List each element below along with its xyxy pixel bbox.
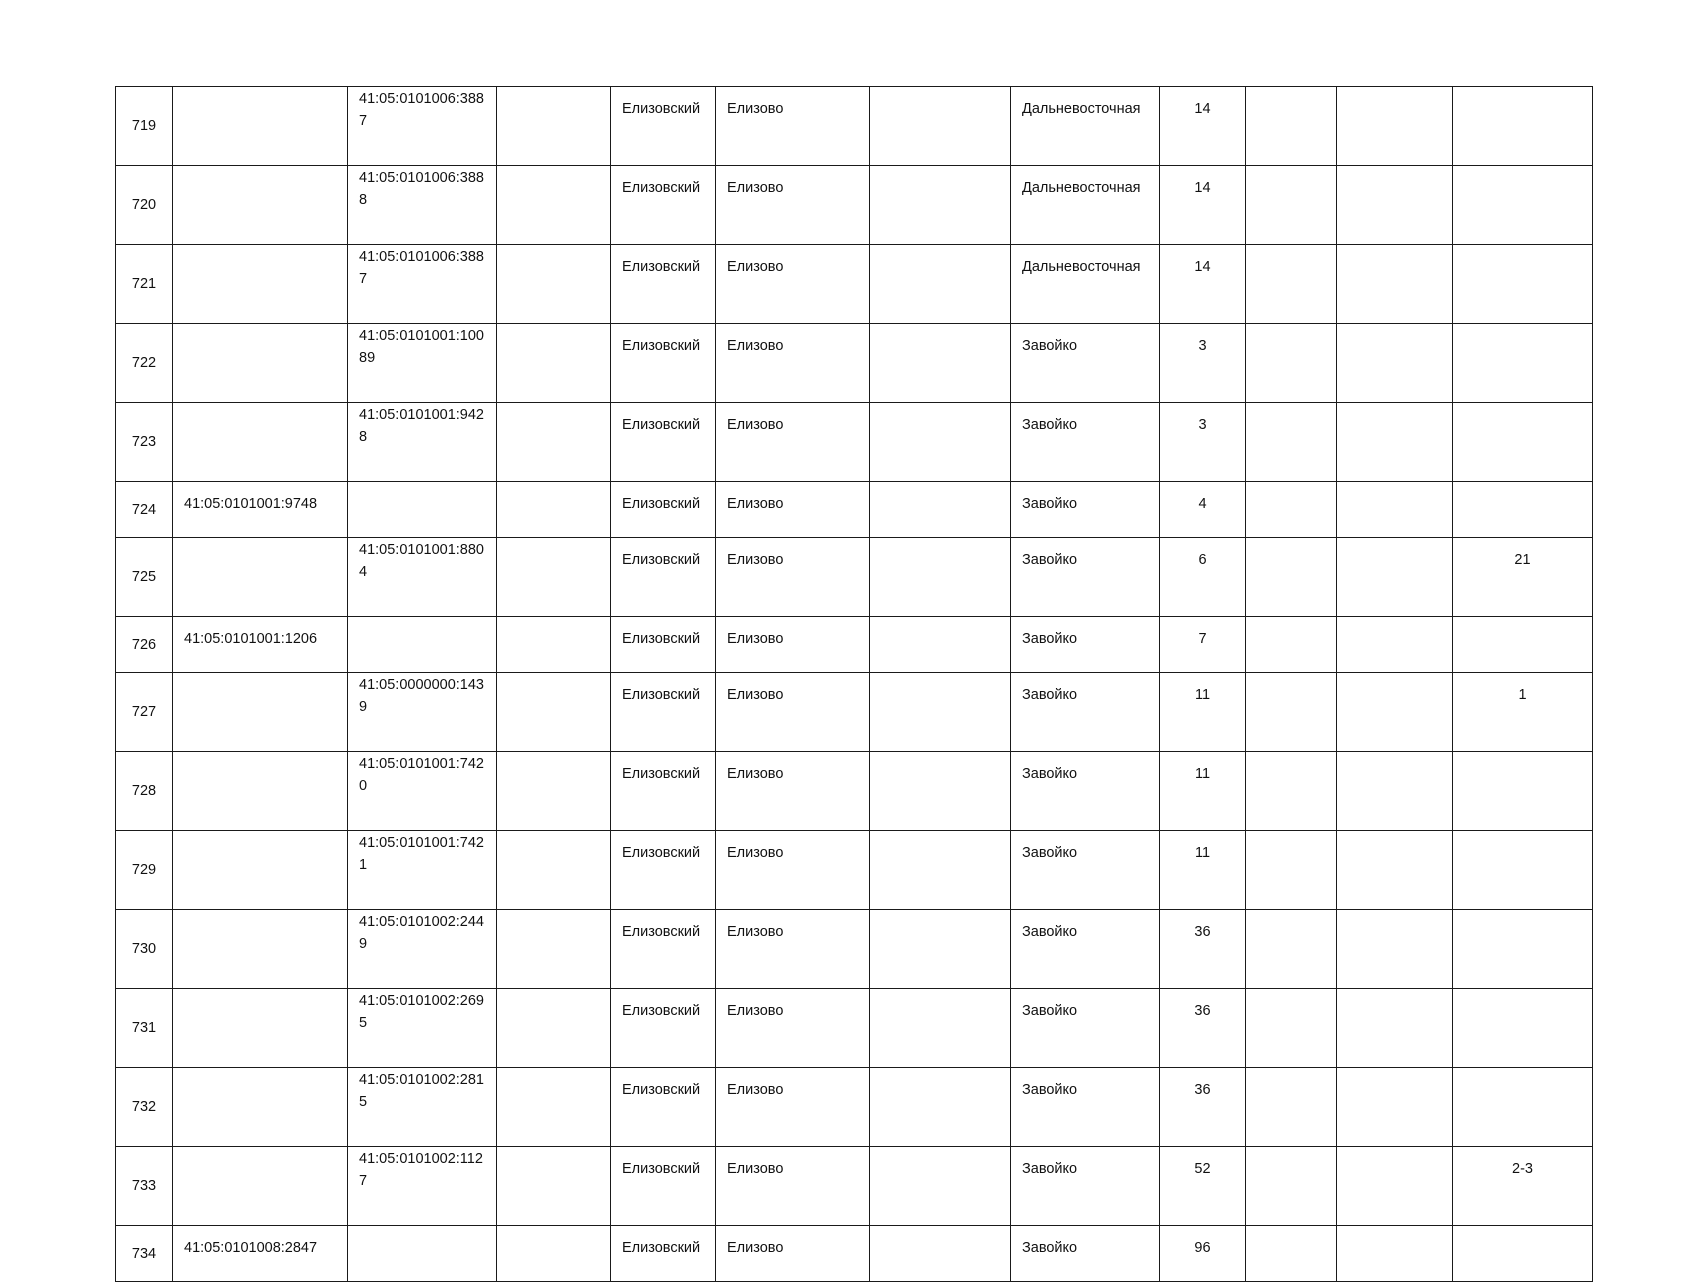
cadastral-number-building (173, 403, 348, 482)
table-row (116, 673, 1593, 752)
street-cell: Завойко (1011, 324, 1160, 403)
row-number-text: 728 (131, 783, 157, 799)
empty-cell (870, 1068, 1011, 1147)
row-number (116, 245, 173, 324)
table-row (116, 831, 1593, 910)
cadastral-number-building (173, 538, 348, 617)
cadastral-number-building (173, 324, 348, 403)
apartment-cell (1453, 989, 1593, 1068)
city-cell: Елизово (716, 1226, 870, 1282)
empty-cell (497, 752, 611, 831)
district-cell: Елизовский (611, 1226, 716, 1282)
table-row (116, 245, 1593, 324)
district-cell: Елизовский (611, 617, 716, 673)
cadastral-number-premises: 41:05:0101001:8804 (348, 538, 497, 617)
street-cell: Дальневосточная (1011, 87, 1160, 166)
city-cell: Елизово (716, 245, 870, 324)
empty-cell (870, 673, 1011, 752)
row-number-text: 729 (131, 862, 157, 878)
cadastral-number-premises: 41:05:0101002:1127 (348, 1147, 497, 1226)
empty-cell (1246, 831, 1337, 910)
house-cell: 52 (1160, 1147, 1246, 1226)
empty-cell (1337, 87, 1453, 166)
table-row (116, 166, 1593, 245)
apartment-cell (1453, 831, 1593, 910)
empty-cell (870, 403, 1011, 482)
table-row (116, 989, 1593, 1068)
cadastral-number-premises: 41:05:0101001:7421 (348, 831, 497, 910)
apartment-cell (1453, 166, 1593, 245)
house-cell: 7 (1160, 617, 1246, 673)
empty-cell (1246, 989, 1337, 1068)
house-cell: 36 (1160, 1068, 1246, 1147)
row-number (116, 617, 173, 673)
row-number-text: 725 (131, 569, 157, 585)
empty-cell (1246, 910, 1337, 989)
empty-cell (870, 324, 1011, 403)
apartment-cell (1453, 245, 1593, 324)
empty-cell (870, 1226, 1011, 1282)
empty-cell (1246, 617, 1337, 673)
street-cell: Завойко (1011, 910, 1160, 989)
empty-cell (497, 1226, 611, 1282)
cadastral-number-building (173, 1147, 348, 1226)
cadastral-number-premises: 41:05:0101002:2815 (348, 1068, 497, 1147)
row-number (116, 1226, 173, 1282)
table-row (116, 87, 1593, 166)
table-row (116, 1068, 1593, 1147)
row-number (116, 989, 173, 1068)
empty-cell (1337, 617, 1453, 673)
empty-cell (870, 245, 1011, 324)
cadastral-number-building: 41:05:0101001:1206 (173, 617, 348, 673)
city-cell: Елизово (716, 752, 870, 831)
row-number-text: 724 (131, 501, 157, 518)
apartment-cell (1453, 752, 1593, 831)
house-cell: 36 (1160, 989, 1246, 1068)
street-cell: Завойко (1011, 538, 1160, 617)
row-number-text: 733 (131, 1178, 157, 1194)
house-cell: 3 (1160, 324, 1246, 403)
city-cell: Елизово (716, 166, 870, 245)
empty-cell (870, 910, 1011, 989)
district-cell: Елизовский (611, 1147, 716, 1226)
row-number-text: 726 (131, 636, 157, 653)
cadastral-number-premises: 41:05:0101006:3887 (348, 245, 497, 324)
street-cell: Завойко (1011, 831, 1160, 910)
street-cell: Завойко (1011, 1068, 1160, 1147)
empty-cell (870, 166, 1011, 245)
empty-cell (1246, 1068, 1337, 1147)
row-number-text: 720 (131, 197, 157, 213)
row-number (116, 166, 173, 245)
district-cell: Елизовский (611, 166, 716, 245)
empty-cell (870, 87, 1011, 166)
district-cell: Елизовский (611, 482, 716, 538)
house-cell: 14 (1160, 87, 1246, 166)
empty-cell (497, 87, 611, 166)
empty-cell (1246, 403, 1337, 482)
table-row (116, 324, 1593, 403)
row-number-text: 731 (131, 1020, 157, 1036)
cadastral-number-building (173, 166, 348, 245)
city-cell: Елизово (716, 87, 870, 166)
apartment-cell: 2-3 (1453, 1147, 1593, 1226)
street-cell: Завойко (1011, 403, 1160, 482)
table-row (116, 617, 1593, 673)
empty-cell (497, 910, 611, 989)
table-row (116, 1147, 1593, 1226)
empty-cell (497, 245, 611, 324)
empty-cell (1337, 482, 1453, 538)
empty-cell (497, 831, 611, 910)
cadastral-number-building: 41:05:0101001:9748 (173, 482, 348, 538)
district-cell: Елизовский (611, 910, 716, 989)
table-row (116, 482, 1593, 538)
street-cell: Завойко (1011, 1147, 1160, 1226)
cadastral-number-building (173, 831, 348, 910)
house-cell: 11 (1160, 752, 1246, 831)
apartment-cell (1453, 324, 1593, 403)
empty-cell (870, 831, 1011, 910)
district-cell: Елизовский (611, 1068, 716, 1147)
city-cell: Елизово (716, 538, 870, 617)
city-cell: Елизово (716, 910, 870, 989)
cadastral-number-building (173, 1068, 348, 1147)
empty-cell (1337, 752, 1453, 831)
apartment-cell: 1 (1453, 673, 1593, 752)
empty-cell (1337, 673, 1453, 752)
street-cell: Завойко (1011, 673, 1160, 752)
empty-cell (1246, 1226, 1337, 1282)
empty-cell (1337, 538, 1453, 617)
district-cell: Елизовский (611, 87, 716, 166)
empty-cell (1246, 245, 1337, 324)
empty-cell (497, 403, 611, 482)
apartment-cell (1453, 617, 1593, 673)
cadastral-number-building (173, 752, 348, 831)
empty-cell (1246, 166, 1337, 245)
cadastral-number-premises: 41:05:0101002:2449 (348, 910, 497, 989)
empty-cell (497, 538, 611, 617)
cadastral-number-premises: 41:05:0101006:3888 (348, 166, 497, 245)
row-number (116, 831, 173, 910)
city-cell: Елизово (716, 673, 870, 752)
empty-cell (870, 1147, 1011, 1226)
apartment-cell (1453, 1068, 1593, 1147)
row-number (116, 1147, 173, 1226)
apartment-cell (1453, 910, 1593, 989)
district-cell: Елизовский (611, 324, 716, 403)
city-cell: Елизово (716, 1068, 870, 1147)
house-cell: 4 (1160, 482, 1246, 538)
row-number (116, 538, 173, 617)
empty-cell (1337, 910, 1453, 989)
empty-cell (497, 989, 611, 1068)
row-number-text: 730 (131, 941, 157, 957)
district-cell: Елизовский (611, 831, 716, 910)
cadastral-number-building (173, 989, 348, 1068)
empty-cell (1246, 673, 1337, 752)
district-cell: Елизовский (611, 989, 716, 1068)
empty-cell (497, 1068, 611, 1147)
street-cell: Дальневосточная (1011, 245, 1160, 324)
empty-cell (1337, 166, 1453, 245)
city-cell: Елизово (716, 403, 870, 482)
empty-cell (497, 673, 611, 752)
empty-cell (1337, 245, 1453, 324)
empty-cell (497, 482, 611, 538)
empty-cell (870, 752, 1011, 831)
empty-cell (1246, 324, 1337, 403)
row-number-text: 719 (131, 118, 157, 134)
row-number-text: 732 (131, 1099, 157, 1115)
empty-cell (1337, 1226, 1453, 1282)
empty-cell (1246, 752, 1337, 831)
registry-table (115, 86, 1593, 1282)
cadastral-number-premises: 41:05:0101001:7420 (348, 752, 497, 831)
city-cell: Елизово (716, 324, 870, 403)
row-number (116, 673, 173, 752)
cadastral-number-building (173, 673, 348, 752)
empty-cell (497, 324, 611, 403)
cadastral-number-building (173, 910, 348, 989)
table-row (116, 1226, 1593, 1282)
empty-cell (497, 1147, 611, 1226)
row-number-text: 723 (131, 434, 157, 450)
street-cell: Завойко (1011, 617, 1160, 673)
table-row (116, 538, 1593, 617)
cadastral-number-premises: 41:05:0101006:3887 (348, 87, 497, 166)
street-cell: Завойко (1011, 989, 1160, 1068)
row-number-text: 721 (131, 276, 157, 292)
row-number-text: 727 (131, 704, 157, 720)
city-cell: Елизово (716, 1147, 870, 1226)
table-row (116, 752, 1593, 831)
empty-cell (1337, 831, 1453, 910)
apartment-cell (1453, 403, 1593, 482)
empty-cell (497, 166, 611, 245)
empty-cell (1246, 1147, 1337, 1226)
district-cell: Елизовский (611, 245, 716, 324)
empty-cell (870, 617, 1011, 673)
city-cell: Елизово (716, 989, 870, 1068)
cadastral-number-premises (348, 1226, 497, 1282)
empty-cell (1246, 87, 1337, 166)
cadastral-number-premises (348, 617, 497, 673)
apartment-cell (1453, 1226, 1593, 1282)
city-cell: Елизово (716, 831, 870, 910)
cadastral-number-premises: 41:05:0101002:2695 (348, 989, 497, 1068)
cadastral-number-premises: 41:05:0101001:9428 (348, 403, 497, 482)
empty-cell (1337, 1147, 1453, 1226)
row-number (116, 1068, 173, 1147)
cadastral-number-building (173, 87, 348, 166)
house-cell: 11 (1160, 673, 1246, 752)
row-number (116, 324, 173, 403)
row-number (116, 482, 173, 538)
table-body (116, 87, 1593, 1282)
empty-cell (1337, 989, 1453, 1068)
cadastral-number-premises: 41:05:0000000:1439 (348, 673, 497, 752)
row-number (116, 910, 173, 989)
house-cell: 14 (1160, 245, 1246, 324)
row-number (116, 403, 173, 482)
empty-cell (1246, 482, 1337, 538)
apartment-cell (1453, 87, 1593, 166)
empty-cell (870, 538, 1011, 617)
row-number (116, 752, 173, 831)
row-number (116, 87, 173, 166)
district-cell: Елизовский (611, 752, 716, 831)
empty-cell (1337, 403, 1453, 482)
district-cell: Елизовский (611, 538, 716, 617)
house-cell: 3 (1160, 403, 1246, 482)
table-row (116, 910, 1593, 989)
apartment-cell (1453, 482, 1593, 538)
street-cell: Завойко (1011, 482, 1160, 538)
city-cell: Елизово (716, 482, 870, 538)
empty-cell (870, 989, 1011, 1068)
cadastral-number-premises (348, 482, 497, 538)
cadastral-number-premises: 41:05:0101001:10089 (348, 324, 497, 403)
row-number-text: 722 (131, 355, 157, 371)
empty-cell (1246, 538, 1337, 617)
house-cell: 14 (1160, 166, 1246, 245)
empty-cell (1337, 1068, 1453, 1147)
apartment-cell: 21 (1453, 538, 1593, 617)
empty-cell (1337, 324, 1453, 403)
empty-cell (497, 617, 611, 673)
empty-cell (870, 482, 1011, 538)
table-row (116, 403, 1593, 482)
house-cell: 11 (1160, 831, 1246, 910)
row-number-text: 734 (131, 1245, 157, 1262)
city-cell: Елизово (716, 617, 870, 673)
house-cell: 96 (1160, 1226, 1246, 1282)
street-cell: Завойко (1011, 752, 1160, 831)
cadastral-number-building (173, 245, 348, 324)
cadastral-number-building: 41:05:0101008:2847 (173, 1226, 348, 1282)
district-cell: Елизовский (611, 403, 716, 482)
house-cell: 36 (1160, 910, 1246, 989)
street-cell: Завойко (1011, 1226, 1160, 1282)
house-cell: 6 (1160, 538, 1246, 617)
street-cell: Дальневосточная (1011, 166, 1160, 245)
district-cell: Елизовский (611, 673, 716, 752)
